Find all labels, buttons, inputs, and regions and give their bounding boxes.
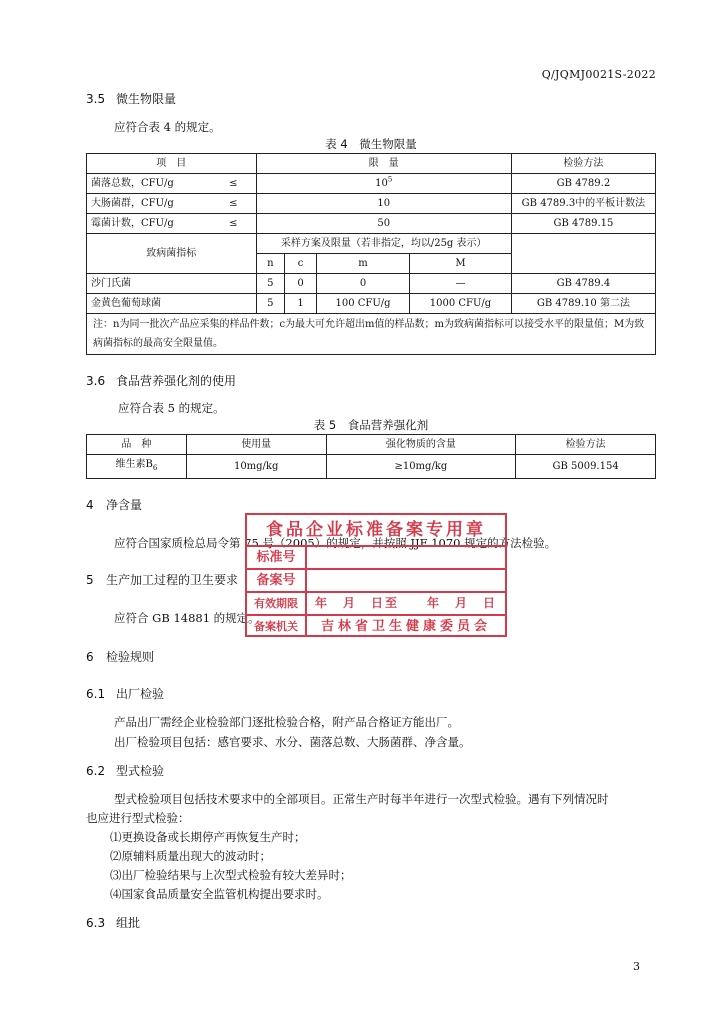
cell-c: 0 — [285, 274, 317, 294]
section-6-heading: 6 检验规则 — [86, 650, 155, 664]
cell-limit: 10 — [256, 194, 511, 214]
section-5-heading: 5 生产加工过程的卫生要求 — [86, 573, 239, 587]
table-row — [87, 194, 656, 214]
stamp-row: 有效期限 年 月 日至 年 月 日 — [247, 593, 505, 616]
stamp-row: 标准号 — [247, 547, 505, 570]
section-6-1-heading: 6.1 出厂检验 — [86, 687, 165, 701]
list-item: ⑵原辅料质量出现大的波动时； — [110, 849, 271, 863]
section-3-5-text: 应符合表 4 的规定。 — [114, 120, 221, 134]
table-row — [87, 294, 656, 314]
cell-method: GB 4789.3中的平板计数法 — [511, 194, 655, 214]
th-m: m — [316, 254, 409, 274]
section-3-6-text: 应符合表 5 的规定。 — [118, 401, 225, 415]
table-4-microbial-limits — [86, 153, 656, 355]
page-number: 3 — [633, 960, 640, 973]
cell-pathogen-label: 致病菌指标 — [87, 234, 257, 274]
cell-M: 1000 CFU/g — [410, 294, 512, 314]
stamp-title: 食品企业标准备案专用章 — [247, 515, 505, 547]
filing-stamp — [245, 513, 507, 637]
cell-item: 金黄色葡萄球菌 — [87, 294, 257, 314]
table-4-caption: 表 4 微生物限量 — [325, 137, 417, 151]
cell-empty — [511, 234, 655, 274]
table-row — [87, 435, 656, 455]
stamp-row: 备案号 — [247, 570, 505, 593]
cell-c: 1 — [285, 294, 317, 314]
section-3-5-heading: 3.5 微生物限量 — [86, 92, 177, 106]
section-6-2-p1-cont: 也应进行型式检验： — [86, 811, 190, 825]
cell-M: — — [410, 274, 512, 294]
th-content: 强化物质的含量 — [326, 435, 516, 455]
table-row — [87, 174, 656, 194]
table-row — [87, 214, 656, 234]
table-4-note: 注：n为同一批次产品应采集的样品件数；c为最大可允许超出m值的样品数；m为致病菌指标可以接受水平的限量值；M为致病菌指标的最高安全限量值。 — [87, 314, 656, 355]
cell-limit: 50 — [256, 214, 511, 234]
cell-method: GB 4789.10 第二法 — [511, 294, 655, 314]
cell-usage: 10mg/kg — [186, 455, 326, 479]
cell-item: 大肠菌群，CFU/g ≤ — [87, 194, 257, 214]
section-3-6-heading: 3.6 食品营养强化剂的使用 — [86, 374, 237, 388]
section-5-text: 应符合 GB 14881 的规定。 — [114, 611, 260, 625]
th-usage: 使用量 — [186, 435, 326, 455]
th-item: 项 目 — [87, 154, 257, 174]
th-kind: 品 种 — [87, 435, 187, 455]
table-row — [87, 455, 656, 479]
cell-limit: $10^5$ — [256, 174, 511, 194]
section-6-3-heading: 6.3 组批 — [86, 916, 141, 930]
th-method: 检验方法 — [511, 154, 655, 174]
table-row — [87, 234, 656, 254]
list-item: ⑴更换设备或长期停产再恢复生产时； — [110, 830, 306, 844]
section-6-2-p1: 型式检验项目包括技术要求中的全部项目。正常生产时每半年进行一次型式检验。遇有下列情况时 — [114, 792, 609, 806]
section-6-2-heading: 6.2 型式检验 — [86, 764, 165, 778]
table-row — [87, 274, 656, 294]
cell-item: 沙门氏菌 — [87, 274, 257, 294]
list-item: ⑷国家食品质量安全监管机构提出要求时。 — [110, 887, 329, 901]
cell-method: GB 5009.154 — [516, 455, 656, 479]
cell-method: GB 4789.4 — [511, 274, 655, 294]
section-6-1-p2: 出厂检验项目包括：感官要求、水分、菌落总数、大肠菌群、净含量。 — [114, 735, 471, 749]
cell-sampling-plan: 采样方案及限量（若非指定，均以/25g 表示） — [256, 234, 511, 254]
section-4-heading: 4 净含量 — [86, 498, 143, 512]
cell-method: GB 4789.15 — [511, 214, 655, 234]
cell-kind: 维生素$B_6$ — [87, 455, 187, 479]
cell-item: 菌落总数，CFU/g ≤ — [87, 174, 257, 194]
list-item: ⑶出厂检验结果与上次型式检验有较大差异时； — [110, 868, 352, 882]
th-c: c — [285, 254, 317, 274]
th-n: n — [256, 254, 285, 274]
document-number: Q/JQMJ0021S-2022 — [541, 68, 656, 81]
table-5-fortifier — [86, 434, 656, 479]
cell-n: 5 — [256, 294, 285, 314]
section-6-1-p1: 产品出厂需经企业检验部门逐批检验合格，附产品合格证方能出厂。 — [114, 715, 459, 729]
th-M: M — [410, 254, 512, 274]
th-method: 检验方法 — [516, 435, 656, 455]
cell-n: 5 — [256, 274, 285, 294]
th-limit: 限 量 — [256, 154, 511, 174]
stamp-row: 备案机关 吉林省卫生健康委员会 — [247, 616, 505, 637]
table-row — [87, 154, 656, 174]
section-4-text: 应符合国家质检总局令第 75 号（2005）的规定，并按照 JJF 1070 规定的方法检验。 — [114, 536, 557, 550]
table-row — [87, 314, 656, 355]
cell-item: 霉菌计数，CFU/g ≤ — [87, 214, 257, 234]
cell-m: 100 CFU/g — [316, 294, 409, 314]
cell-m: 0 — [316, 274, 409, 294]
table-5-caption: 表 5 食品营养强化剂 — [313, 418, 429, 432]
cell-method: GB 4789.2 — [511, 174, 655, 194]
cell-content: ≥10mg/kg — [326, 455, 516, 479]
